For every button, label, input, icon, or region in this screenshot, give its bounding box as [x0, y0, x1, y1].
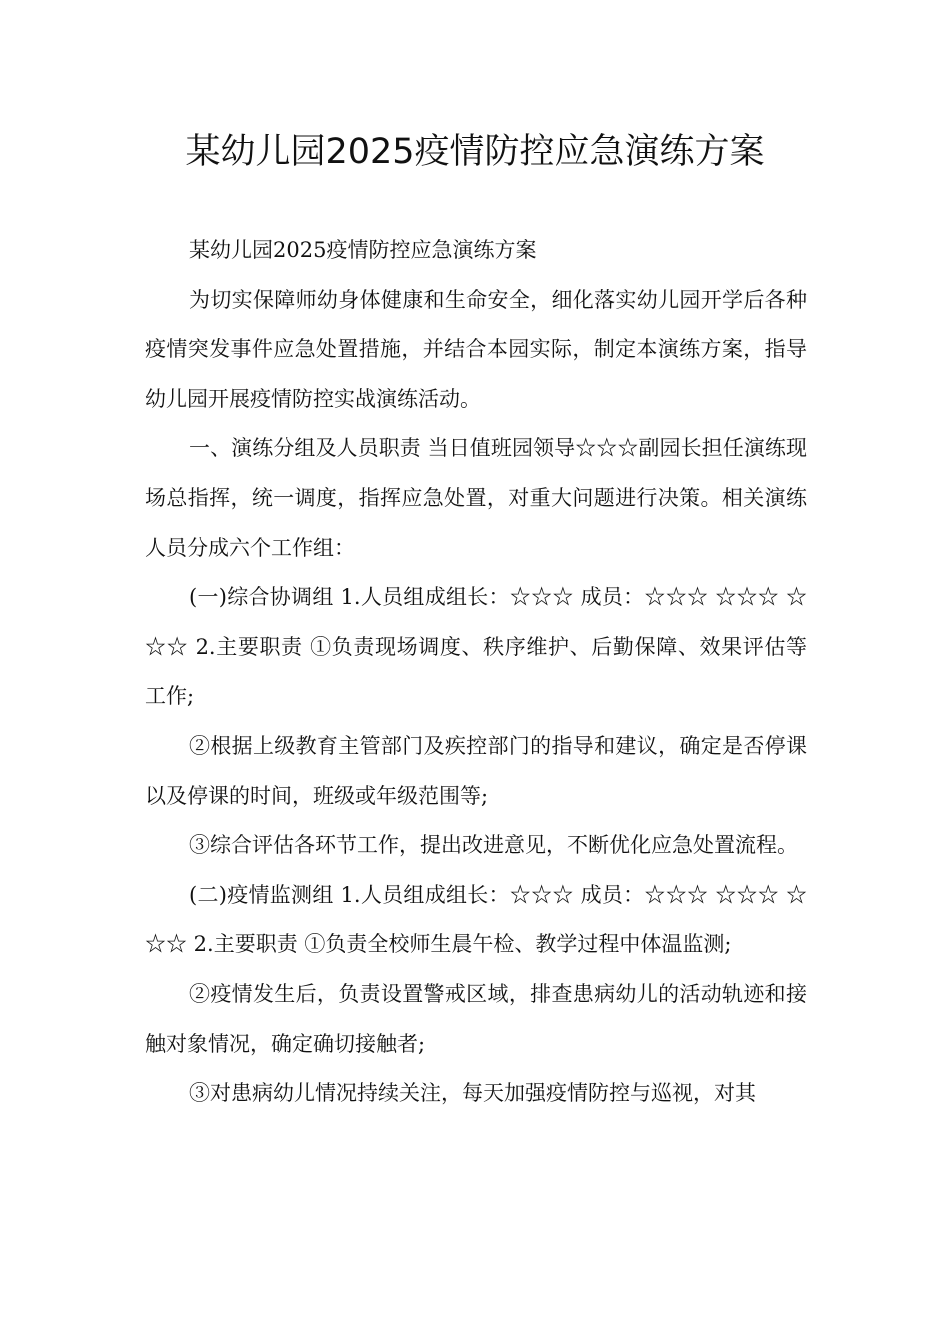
paragraph-group-coordination: (一)综合协调组 1.人员组成组长：☆☆☆ 成员：☆☆☆ ☆☆☆ ☆☆☆ 2.主要职责 ①负责现场调度、秩序维护、后勤保障、效果评估等工作; [145, 585, 807, 709]
document-title: 某幼儿园2025疫情防控应急演练方案 [185, 132, 765, 172]
paragraph-intro: 为切实保障师幼身体健康和生命安全，细化落实幼儿园开学后各种疫情突发事件应急处置措施，并结合本园实际，制定本演练方案，指导幼儿园开展疫情防控实战演练活动。 [145, 287, 807, 411]
paragraph-duty-3: ③综合评估各环节工作，提出改进意见，不断优化应急处置流程。 [189, 833, 798, 858]
document-body [145, 226, 807, 1119]
paragraph-subtitle: 某幼儿园2025疫情防控应急演练方案 [189, 238, 537, 262]
paragraph-duty-2: ②根据上级教育主管部门及疾控部门的指导和建议，确定是否停课以及停课的时间，班级或年级范围等; [145, 733, 807, 808]
paragraph-group-monitoring: (二)疫情监测组 1.人员组成组长：☆☆☆ 成员：☆☆☆ ☆☆☆ ☆☆☆ 2.主要职责 ①负责全校师生晨午检、教学过程中体温监测; [145, 882, 807, 957]
paragraph-monitoring-duty-2: ②疫情发生后，负责设置警戒区域，排查患病幼儿的活动轨迹和接触对象情况，确定确切接触者; [145, 981, 807, 1056]
paragraph-monitoring-duty-3: ③对患病幼儿情况持续关注，每天加强疫情防控与巡视，对其 [189, 1081, 756, 1106]
paragraph-section-one: 一、演练分组及人员职责 当日值班园领导☆☆☆副园长担任演练现场总指挥，统一调度，指挥应急处置，对重大问题进行决策。相关演练人员分成六个工作组： [145, 436, 807, 560]
